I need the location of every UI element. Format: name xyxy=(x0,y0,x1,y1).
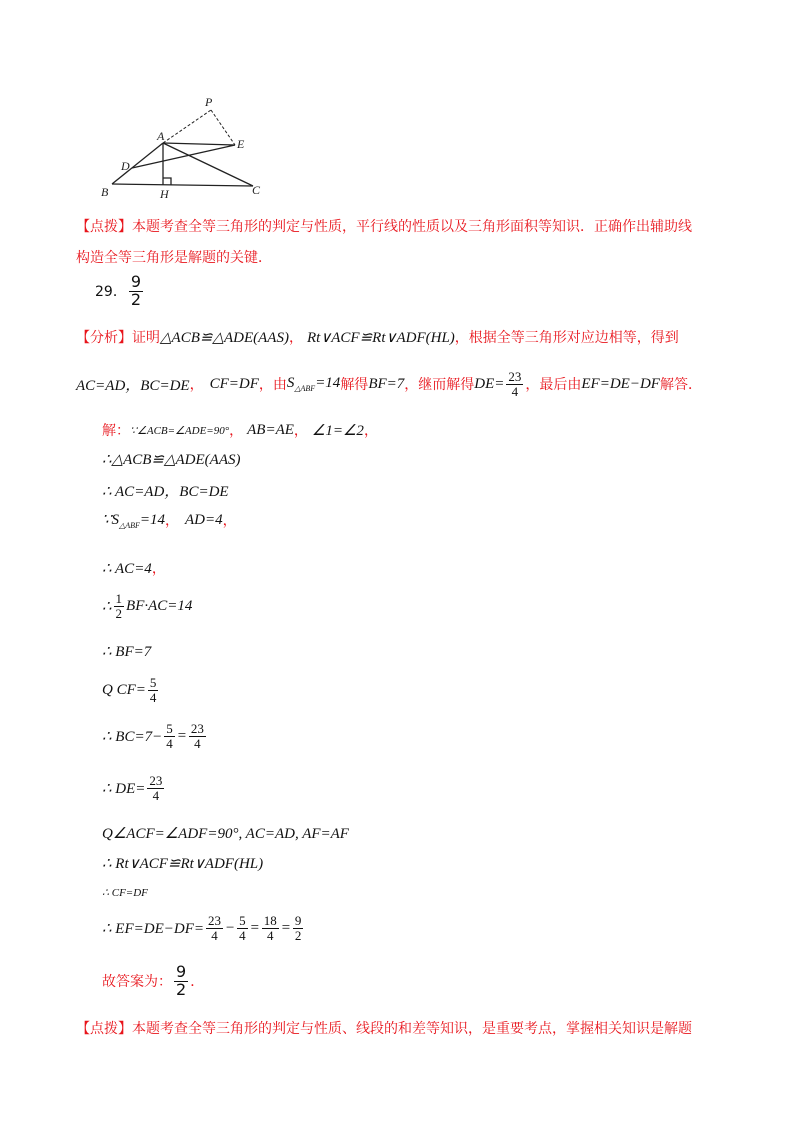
segment-bc xyxy=(112,184,253,186)
solution-s14-op: − xyxy=(224,919,236,936)
q29-line xyxy=(95,274,145,309)
solution-s4c: AD=4 xyxy=(184,511,223,528)
label-d: D xyxy=(121,159,130,173)
final-answer-frac: $\frac{9}{2}$ xyxy=(176,962,187,999)
label-p: P xyxy=(205,95,213,109)
analysis-line1 xyxy=(76,327,679,347)
solution-s9-frac2: $\frac{23}{4}$ xyxy=(190,721,204,751)
right-angle-mark xyxy=(163,178,171,185)
solution-s1b: AB=AE xyxy=(247,421,294,438)
analysis-tag: 【分析】 xyxy=(76,330,132,346)
q29-answer-den: 2 xyxy=(130,289,142,309)
solution-line4 xyxy=(102,510,237,530)
solution-line3: ∴ AC=AD，BC=DE xyxy=(102,484,229,500)
analysis-l2-text1: ，由 xyxy=(258,377,287,394)
analysis-l2-math6: EF=DE−DF xyxy=(581,375,660,392)
solution-line10 xyxy=(102,774,166,802)
solution-s5: ∴ AC=4 xyxy=(102,560,152,577)
solution-s6-post: BF·AC=14 xyxy=(126,597,193,614)
solution-s14-eq2: = xyxy=(280,919,291,936)
note1-line2 xyxy=(76,247,272,267)
solution-s5-end: ， xyxy=(151,561,166,577)
analysis-sep1: ， xyxy=(288,330,303,346)
solution-s4: $\because S_{\triangle ABF}=14$ xyxy=(102,512,165,530)
note1-text1: 本题考查全等三角形的判定与性质，平行线的性质以及三角形面积等知识．正确作出辅助线 xyxy=(132,219,692,235)
q29-answer xyxy=(129,274,143,309)
note1-tag: 【点拨】 xyxy=(76,219,132,235)
note2-text: 本题考查全等三角形的判定与性质、线段的和差等知识，是重要考点，掌握相关知识是解题 xyxy=(132,1021,692,1037)
solution-line9 xyxy=(102,722,208,750)
analysis-text2: ，根据全等三角形对应边相等，得到 xyxy=(454,330,679,346)
analysis-l2-sep1: ， xyxy=(189,377,204,394)
solution-s14-pre: ∴ EF=DE−DF= xyxy=(102,920,204,937)
dashed-pe xyxy=(211,110,235,145)
q29-number: 29． xyxy=(95,284,127,301)
final-answer-label: 故答案为： xyxy=(102,974,172,991)
analysis-l2-math4: BF=7 xyxy=(368,375,405,392)
segment-de xyxy=(132,145,235,168)
solution-line12: ∴ Rt∨ACF≌Rt∨ADF(HL) xyxy=(102,856,264,872)
solution-line2: ∴△ACB≌△ADE(AAS) xyxy=(102,452,241,468)
solution-line5 xyxy=(102,558,166,578)
analysis-math1: △ACB≌△ADE(AAS) xyxy=(160,329,289,346)
analysis-l2-text5: 解答． xyxy=(659,377,702,394)
solution-s14-frac1: $\frac{23}{4}$ xyxy=(207,913,221,943)
solution-s6-pre: ∴ xyxy=(102,598,112,615)
solution-s14-frac2: $\frac{5}{4}$ xyxy=(239,913,246,943)
solution-s1-sep: ， xyxy=(229,423,244,439)
solution-s14-frac4: $\frac{9}{2}$ xyxy=(294,913,302,943)
solution-s9-frac1: $\frac{5}{4}$ xyxy=(166,721,173,751)
solution-s14-eq1: = xyxy=(249,919,260,936)
segment-ae xyxy=(163,143,235,145)
label-e: E xyxy=(237,137,245,151)
note1-text2: 构造全等三角形是解题的关键． xyxy=(76,250,272,266)
analysis-text1: 证明 xyxy=(132,330,160,346)
note1-line1 xyxy=(76,216,692,236)
analysis-l2-text4: ，最后由 xyxy=(525,377,582,394)
analysis-l2-math2: CF=DF xyxy=(209,375,259,392)
solution-line6 xyxy=(102,592,192,620)
dashed-ap xyxy=(163,110,211,143)
geometry-figure xyxy=(95,90,270,200)
solution-s1c: ∠1=∠2 xyxy=(311,422,364,439)
analysis-math2: Rt∨ACF≌Rt∨ADF(HL) xyxy=(306,329,455,346)
analysis-l2-math1: AC=AD，BC=DE xyxy=(76,377,190,394)
analysis-l2-text3: ，继而解得 xyxy=(404,377,475,394)
solution-line8 xyxy=(102,676,160,704)
label-b: B xyxy=(101,185,109,199)
label-a: A xyxy=(157,129,165,143)
solution-jie: 解： xyxy=(102,423,130,439)
label-c: C xyxy=(252,183,261,197)
analysis-line2 xyxy=(76,370,702,398)
solution-s8-frac: $\frac{5}{4}$ xyxy=(149,675,157,705)
solution-s4-sep: ， xyxy=(164,513,179,529)
solution-line7: ∴ BF=7 xyxy=(102,644,152,660)
solution-s9-pre: ∴ BC=7− xyxy=(102,728,163,745)
note2-line1 xyxy=(76,1018,692,1038)
solution-line14 xyxy=(102,914,305,942)
solution-line1 xyxy=(102,420,378,440)
solution-s6-frac: $\frac{1}{2}$ xyxy=(115,591,123,621)
solution-line11: Q∠ACF=∠ADF=90°, AC=AD, AF=AF xyxy=(102,826,349,842)
analysis-l2-math5: DE= xyxy=(474,375,505,392)
segment-ba xyxy=(112,143,163,184)
final-answer-end: ． xyxy=(190,974,205,991)
solution-line13: ∴ CF=DF xyxy=(102,887,148,899)
analysis-l2-text2: 解得 xyxy=(340,377,369,394)
solution-s1: ∵∠ACB=∠ADE=90° xyxy=(130,424,230,437)
solution-s8-pre: Q CF= xyxy=(102,681,146,698)
solution-s9-eq: = xyxy=(176,727,187,744)
solution-s1-end: ， xyxy=(363,423,378,439)
q29-answer-num: 9 xyxy=(130,272,142,291)
note2-tag: 【点拨】 xyxy=(76,1021,132,1037)
label-h: H xyxy=(160,187,169,200)
analysis-l2-math3: $S_{\triangle ABF}=14$ xyxy=(286,375,341,394)
solution-s4-end: ， xyxy=(222,513,237,529)
solution-s1-sep2: ， xyxy=(293,423,308,439)
final-answer-line xyxy=(102,964,204,999)
solution-s10-pre: ∴ DE= xyxy=(102,780,146,797)
solution-s14-frac3: $\frac{18}{4}$ xyxy=(263,913,277,943)
solution-s10-frac: $\frac{23}{4}$ xyxy=(149,773,163,803)
analysis-l2-frac: $\frac{23}{4}$ xyxy=(508,369,522,399)
